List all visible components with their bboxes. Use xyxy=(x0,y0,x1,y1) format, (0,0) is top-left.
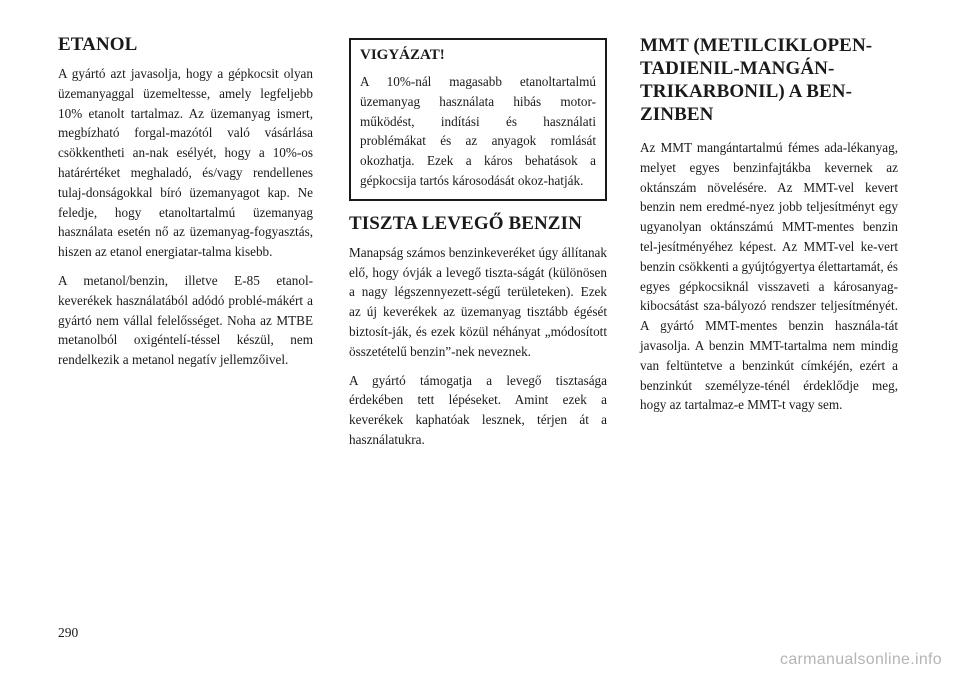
page-number: 290 xyxy=(58,625,79,640)
section-title-clean-air-gasoline: TISZTA LEVEGŐ BENZIN xyxy=(349,212,582,234)
column-middle xyxy=(349,34,607,459)
section-title-etanol: ETANOL xyxy=(58,34,138,55)
paragraph: A gyártó azt javasolja, hogy a gépkocsit olyan üzemanyaggal üzemeltesse, amely legfeljebb 10% etanolt tartalmaz. Az üzemanyag ismert, megbízható forgal-mazótól való vásárlása csökkentheti an-nak esélyét, hogy a 10%-os határértéket meghaladó, és/vagy rendellenes tulaj-donságokkal bíró üzemanyagot kap. Ne feledje, hogy etanoltartalmú üzemanyag használata esetén nő az üzemanyag-fogyasztás, hiszen az etanol energiatar-talma kisebb. xyxy=(58,66,313,260)
warning-box xyxy=(349,38,607,201)
warning-text: A 10%-nál magasabb etanoltartalmú üzemanyag használata hibás motor-működést, indítási és használati problémákat és az anyagok romlását okozhatja. Ezek a káros behatások a gépkocsija tartós károsodását okoz-hatják. xyxy=(360,74,596,188)
paragraph: Az MMT mangántartalmú fémes ada-lékanyag, melyet egyes benzinfajtákba kevernek az oktánszám növelésére. Az MMT-vel kevert benzin nem eredmé-nyez jobb teljesítményt egy ugyanolyan oktánszámú MMT-mentes benzin tel-jesítményéhez képest. Az MMT-vel ke-vert benzin csökkenti a gyújtógyertya élettartamát, és egyes gépkocsiknál visszaveti a károsanyag-kibocsátást sza-bályozó rendszer teljesítményét. A gyártó MMT-mentes benzin használa-tát javasolja. A benzin MMT-tartalma nem mindig van feltüntetve a benzinkút címkéjén, ezért a benzinkút személyze-ténél érdeklődje meg, hogy az tartalmaz-e MMT-t vagy sem. xyxy=(640,140,898,413)
paragraph: A metanol/benzin, illetve E-85 etanol-keverékek használatából adódó problé-mákért a gyártó nem vállal felelősséget. Noha az MTBE metanolból oxigéntelí-téssel készül, nem rendelkezik a metanol negatív jellemzőivel. xyxy=(58,272,313,368)
paragraph: A gyártó támogatja a levegő tisztasága érdekében tett lépéseket. Amint ezek a keverékek kaphatóak lesznek, térjen át a használatukra. xyxy=(349,372,607,447)
column-right xyxy=(640,34,898,424)
section-title-mmt: MMT (METILCIKLOPEN-TADIENIL-MANGÁN-TRIKARBONIL) A BEN-ZINBEN xyxy=(640,35,873,125)
warning-title: VIGYÁZAT! xyxy=(360,47,445,63)
column-left xyxy=(58,34,313,379)
paragraph: Manapság számos benzinkeveréket úgy állítanak elő, hogy óvják a levegő tiszta-ságát (különösen a nagy légszennyezett-ségű területeken). Ezek az új keverékek az üzemanyag tisztább égését biztosít-ják, és ezek közül néhányat „módosított összetételű benzin”-nek neveznek. xyxy=(349,244,607,359)
watermark-link[interactable]: carmanualsonline.info xyxy=(780,651,942,668)
